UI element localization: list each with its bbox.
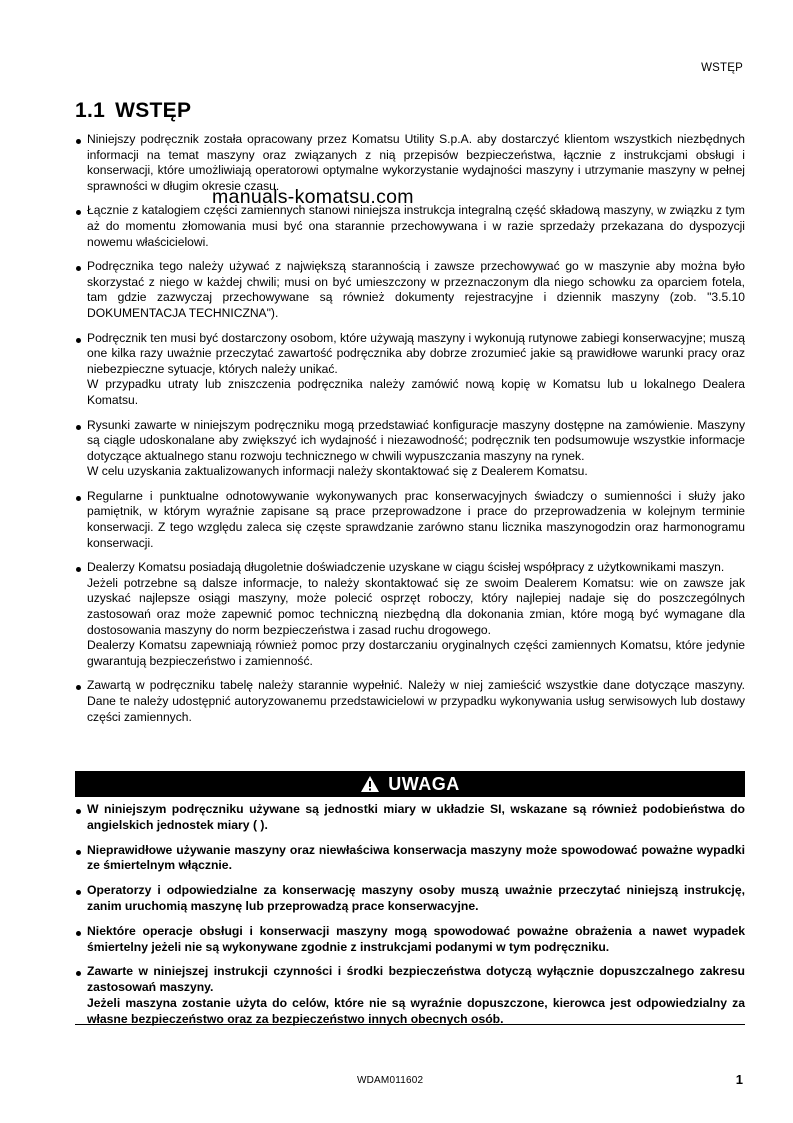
watermark-text: manuals-komatsu.com (212, 186, 414, 208)
paragraph-text: Łącznie z katalogiem części zamiennych stanowi niniejsza instrukcja integralną część składową maszyny, w związku z tym aż do momentu złomowania musi być ona starannie przechowywana i w razie sprzedaży przekazana do dyspozycji nowemu właścicielowi. (87, 203, 745, 249)
running-header: WSTĘP (701, 62, 743, 74)
section-title-text: WSTĘP (115, 99, 192, 122)
paragraph-text: Dealerzy Komatsu zapewniają również pomoc przy dostarczaniu oryginalnych części zamiennych Komatsu, które jedynie gwarantują bezpieczeństwo i zamienność. (87, 638, 745, 668)
paragraph-text: Podręcznika tego należy używać z największą starannością i zawsze przechowywać go w maszynie aby można było skorzystać z niego w każdej chwili; musi on być umieszczony w przeznaczonym dla niego schowku za oparciem fotela, tam gdzie zazwyczaj przechowywane są również dokumenty rejestracyjne i dziennik maszyny (zob. "3.5.10 DOKUMENTACJA TECHNICZNA"). (87, 259, 745, 320)
bullet-item (75, 924, 745, 956)
paragraph-text: Regularne i punktualne odnotowywanie wykonywanych prac konserwacyjnych świadczy o sumienności i służy jako pamiętnik, w którym wyraźnie zapisane są prace przeprowadzone i prace do przeprowadzenia w kolejnym terminie konserwacji. Z tego względu zaleca się częste sprawdzanie zarówno stanu licznika maszynogodzin oraz harmonogramu konserwacji. (87, 488, 745, 550)
paragraph-text: Zawarte w niniejszej instrukcji czynności i środki bezpieczeństwa dotyczą wyłącznie dopuszczalnego zakresu zastosowań maszyny. (87, 964, 745, 995)
warning-title: UWAGA (388, 773, 460, 794)
paragraph-text: Nieprawidłowe używanie maszyny oraz niewłaściwa konserwacja maszyny może spowodować poważne wypadki ze śmiertelnym włącznie. (87, 842, 745, 873)
paragraph-text: Operatorzy i odpowiedzialne za konserwację maszyny osoby muszą uważnie przeczytać niniejszą instrukcję, zanim uruchomią maszynę lub przeprowadzą prace konserwacyjne. (87, 883, 745, 913)
intro-body (75, 132, 745, 734)
section-number: 1.1 (75, 99, 106, 122)
bullet-item (75, 331, 745, 409)
warning-list (75, 797, 745, 1028)
page-number: 1 (735, 1072, 743, 1087)
bullet-item (75, 418, 745, 480)
page-title (75, 99, 191, 123)
bullet-item (75, 259, 745, 321)
paragraph-text: Dealerzy Komatsu posiadają długoletnie doświadczenie uzyskane w ciągu ścisłej współpracy z użytkownikami maszyn. (87, 560, 725, 575)
paragraph-text: Rysunki zawarte w niniejszym podręczniku mogą przedstawiać konfiguracje maszyny dostępne na zamówienie. Maszyny są ciągle udoskonalane aby zwiększyć ich wydajność i niezawodność; podręcznik ten podsumowuje wszystkie informacje dotyczące aktualnego stanu rozwoju technicznego w chwili wypuszczania maszyny na rynek. (87, 417, 745, 463)
bullet-item (75, 678, 745, 725)
bullet-item (75, 203, 745, 250)
paragraph-text: Podręcznik ten musi być dostarczony osobom, które używają maszyny i wykonują rutynowe zabiegi konserwacyjne; muszą one kilka razy uważnie przeczytać zawartość podręcznika aby dobrze zrozumieć jakie są prawidłowe warunki pracy oraz niebezpieczne sytuacje, których należy unikać. (87, 330, 745, 376)
bullet-item (75, 489, 745, 551)
warning-triangle-icon (360, 775, 380, 793)
warning-bottom-rule (75, 1024, 745, 1025)
paragraph-text: W celu uzyskania zaktualizowanych informacji należy skontaktować się z Dealerem Komatsu. (87, 464, 588, 479)
warning-section (75, 771, 745, 1037)
paragraph-text: Niektóre operacje obsługi i konserwacji maszyny mogą spowodować poważne obrażenia a nawet wypadek śmiertelny jeżeli nie są wykonywane zgodnie z instrukcjami podanymi w tym podręczniku. (87, 923, 745, 954)
paragraph-text: Zawartą w podręczniku tabelę należy starannie wypełnić. Należy w niej zamieścić wszystkie dane dotyczące maszyny. Dane te należy udostępnić autoryzowanemu przedstawicielowi w przypadku wykonywania usług serwisowych lub dostawy części zamiennych. (87, 678, 745, 724)
warning-header (75, 771, 745, 797)
paragraph-text: Niniejszy podręcznik została opracowany przez Komatsu Utility S.p.A. aby dostarczyć klientom wszystkich niezbędnych informacji na temat maszyny oraz związanych z nią przepisów bezpieczeństwa, łącznie z instrukcjami obsługi i konserwacji, które umożliwiają operatorowi optymalne wykorzystanie wydajności maszyny i utrzymanie maszyny w pełnej sprawności w długim okresie czasu. (87, 132, 745, 193)
paragraph-text: W przypadku utraty lub zniszczenia podręcznika należy zamówić nową kopię w Komatsu lub u lokalnego Dealera Komatsu. (87, 377, 745, 407)
bullet-item (75, 802, 745, 834)
bullet-item (75, 560, 745, 669)
bullet-item (75, 843, 745, 875)
bullet-item (75, 883, 745, 915)
document-code: WDAM011602 (357, 1075, 424, 1086)
paragraph-text: Jeżeli potrzebne są dalsze informacje, to należy skontaktować się ze swoim Dealerem Komatsu: wie on zawsze jak uzyskać najlepsze osiągi maszyny, może polecić osprzęt roboczy, który najlepiej nadaje się do poszczególnych zastosowań oraz może zapewnić pomoc techniczną niezbędną dla dokonania zmian, które mogą być wymagane dla dostosowania maszyny do norm bezpieczeństwa i zasad ruchu drogowego. (87, 575, 745, 637)
bullet-item (75, 964, 745, 1027)
paragraph-text: W niniejszym podręczniku używane są jednostki miary w układzie SI, wskazane są również podobieństwa do angielskich jednostek miary ( ). (87, 802, 745, 832)
paragraph-text: Jeżeli maszyna zostanie użyta do celów, które nie są wyraźnie dopuszczone, kierowca jest odpowiedzialny za własne bezpieczeństwo oraz za bezpieczeństwo innych obecnych osób. (87, 995, 745, 1026)
